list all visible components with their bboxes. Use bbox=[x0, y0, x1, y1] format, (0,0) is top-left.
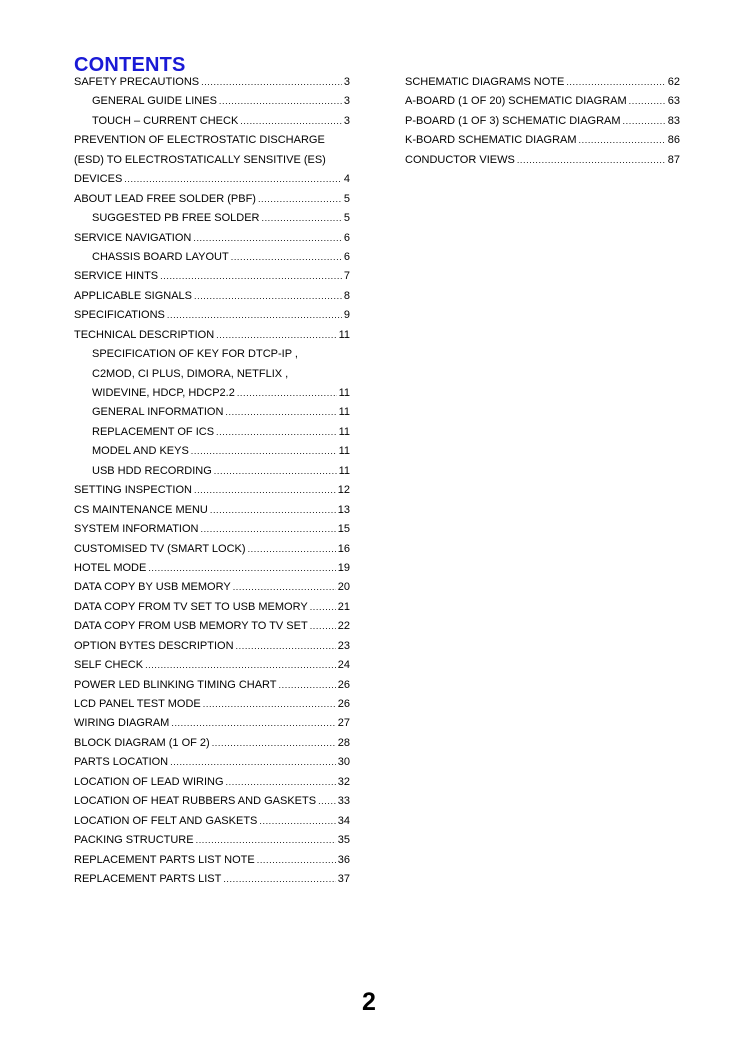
toc-entry-page: 6 bbox=[343, 250, 350, 263]
toc-entry bbox=[74, 365, 350, 384]
toc-entry-label: BLOCK DIAGRAM (1 OF 2) bbox=[74, 736, 210, 749]
toc-entry-page: 11 bbox=[338, 406, 350, 419]
toc-entry-label: CUSTOMISED TV (SMART LOCK) bbox=[74, 542, 246, 555]
toc-entry bbox=[74, 190, 350, 209]
toc-entry-page: 62 bbox=[667, 76, 680, 88]
toc-leader-dots bbox=[201, 73, 342, 92]
toc-entry bbox=[74, 792, 350, 811]
toc-entry bbox=[74, 734, 350, 753]
toc-entry-page: 19 bbox=[337, 561, 350, 574]
toc-leader-dots bbox=[223, 870, 335, 889]
toc-entry-page: 30 bbox=[337, 756, 350, 769]
toc-leader-dots bbox=[216, 423, 337, 442]
toc-leader-dots bbox=[200, 520, 335, 539]
toc-leader-dots bbox=[170, 753, 336, 772]
toc-entry-page: 24 bbox=[337, 659, 350, 672]
toc-entry-label: WIRING DIAGRAM bbox=[74, 717, 170, 730]
toc-entry bbox=[74, 170, 350, 189]
toc-entry-label: PACKING STRUCTURE bbox=[74, 834, 194, 847]
toc-leader-dots bbox=[629, 92, 666, 111]
toc-entry bbox=[74, 209, 350, 228]
toc-entry bbox=[74, 695, 350, 714]
toc-entry-page: 3 bbox=[343, 95, 350, 108]
toc-entry-label: MODEL AND KEYS bbox=[92, 445, 189, 458]
toc-leader-dots bbox=[279, 676, 336, 695]
toc-entry-page: 27 bbox=[337, 717, 350, 730]
toc-entry bbox=[74, 851, 350, 870]
toc-entry bbox=[405, 73, 680, 92]
toc-entry-label: (ESD) TO ELECTROSTATICALLY SENSITIVE (ES) bbox=[74, 153, 326, 166]
toc-entry-page: 83 bbox=[667, 114, 680, 127]
toc-right-column bbox=[405, 73, 680, 170]
toc-entry bbox=[74, 151, 350, 170]
toc-entry bbox=[74, 112, 350, 131]
toc-leader-dots bbox=[566, 73, 665, 92]
toc-entry bbox=[74, 326, 350, 345]
toc-entry-label: DATA COPY FROM USB MEMORY TO TV SET bbox=[74, 620, 308, 633]
toc-entry-page: 63 bbox=[667, 95, 680, 108]
toc-entry-label: USB HDD RECORDING bbox=[92, 464, 212, 477]
toc-entry-page: 11 bbox=[338, 425, 350, 438]
toc-leader-dots bbox=[148, 559, 335, 578]
toc-entry-page: 35 bbox=[337, 834, 350, 847]
toc-entry bbox=[405, 151, 680, 170]
toc-leader-dots bbox=[145, 656, 336, 675]
toc-entry bbox=[405, 112, 680, 131]
toc-entry-label: SERVICE HINTS bbox=[74, 270, 159, 283]
toc-leader-dots bbox=[160, 267, 342, 286]
toc-entry bbox=[74, 598, 350, 617]
toc-leader-dots bbox=[517, 151, 666, 170]
toc-leader-dots bbox=[124, 170, 342, 189]
toc-entry bbox=[74, 345, 350, 364]
toc-left-column bbox=[74, 73, 350, 889]
toc-leader-dots bbox=[214, 462, 337, 481]
toc-entry-label: SERVICE NAVIGATION bbox=[74, 231, 192, 244]
toc-entry-page: 16 bbox=[337, 542, 350, 555]
toc-entry-label: LCD PANEL TEST MODE bbox=[74, 698, 201, 710]
toc-entry-label: SUGGESTED PB FREE SOLDER bbox=[92, 212, 260, 225]
toc-entry bbox=[74, 287, 350, 306]
toc-entry-page: 3 bbox=[343, 76, 350, 88]
toc-entry-page: 5 bbox=[343, 192, 350, 205]
toc-entry bbox=[74, 831, 350, 850]
toc-leader-dots bbox=[261, 209, 341, 228]
toc-entry-label: PREVENTION OF ELECTROSTATIC DISCHARGE bbox=[74, 134, 325, 147]
toc-entry-page: 37 bbox=[337, 872, 350, 885]
toc-entry bbox=[74, 870, 350, 889]
toc-leader-dots bbox=[194, 481, 336, 500]
toc-entry-label: LOCATION OF LEAD WIRING bbox=[74, 775, 224, 788]
toc-entry-label: WIDEVINE, HDCP, HDCP2.2 bbox=[92, 387, 235, 399]
toc-entry-page: 32 bbox=[337, 775, 350, 788]
toc-entry bbox=[74, 540, 350, 559]
toc-entry-label: LOCATION OF FELT AND GASKETS bbox=[74, 814, 258, 827]
toc-entry-page: 26 bbox=[337, 698, 350, 710]
toc-entry-label: A-BOARD (1 OF 20) SCHEMATIC DIAGRAM bbox=[405, 95, 627, 108]
toc-entry bbox=[74, 714, 350, 733]
toc-leader-dots bbox=[196, 831, 336, 850]
toc-entry-page: 4 bbox=[343, 173, 350, 186]
toc-entry-page: 87 bbox=[667, 153, 680, 166]
toc-entry bbox=[74, 559, 350, 578]
toc-entry bbox=[74, 442, 350, 461]
toc-entry-label: C2MOD, CI PLUS, DIMORA, NETFLIX , bbox=[92, 367, 289, 380]
toc-entry-page: 23 bbox=[337, 639, 350, 652]
toc-entry-label: CHASSIS BOARD LAYOUT bbox=[92, 250, 229, 263]
toc-entry-label: SAFETY PRECAUTIONS bbox=[74, 76, 200, 88]
toc-leader-dots bbox=[203, 695, 336, 714]
toc-leader-dots bbox=[171, 714, 335, 733]
toc-leader-dots bbox=[210, 501, 336, 520]
toc-leader-dots bbox=[191, 442, 337, 461]
toc-leader-dots bbox=[237, 384, 337, 403]
toc-entry-label: TECHNICAL DESCRIPTION bbox=[74, 328, 215, 341]
toc-entry-label: HOTEL MODE bbox=[74, 561, 147, 574]
toc-entry-label: APPLICABLE SIGNALS bbox=[74, 289, 192, 302]
toc-entry-label: SETTING INSPECTION bbox=[74, 484, 192, 497]
toc-entry bbox=[74, 637, 350, 656]
toc-entry bbox=[74, 812, 350, 831]
toc-entry-page: 6 bbox=[343, 231, 350, 244]
toc-entry-label: CS MAINTENANCE MENU bbox=[74, 503, 208, 516]
page-number: 2 bbox=[362, 988, 376, 1016]
toc-entry bbox=[74, 229, 350, 248]
toc-entry-label: K-BOARD SCHEMATIC DIAGRAM bbox=[405, 134, 577, 147]
toc-entry bbox=[74, 617, 350, 636]
toc-leader-dots bbox=[216, 326, 336, 345]
toc-leader-dots bbox=[248, 540, 336, 559]
toc-entry-page: 86 bbox=[667, 134, 680, 147]
toc-entry-page: 12 bbox=[337, 484, 350, 497]
toc-entry-label: CONDUCTOR VIEWS bbox=[405, 153, 515, 166]
toc-entry bbox=[405, 131, 680, 150]
toc-entry-label: TOUCH – CURRENT CHECK bbox=[92, 114, 239, 127]
toc-entry bbox=[74, 656, 350, 675]
toc-entry-label: OPTION BYTES DESCRIPTION bbox=[74, 639, 234, 652]
toc-entry-label: SELF CHECK bbox=[74, 659, 144, 672]
toc-entry-page: 3 bbox=[343, 114, 350, 127]
toc-entry-label: REPLACEMENT OF ICS bbox=[92, 425, 215, 438]
toc-entry-label: REPLACEMENT PARTS LIST NOTE bbox=[74, 853, 255, 866]
toc-leader-dots bbox=[225, 403, 336, 422]
toc-entry-page: 26 bbox=[337, 678, 350, 691]
toc-leader-dots bbox=[318, 792, 336, 811]
toc-entry-page: 34 bbox=[337, 814, 350, 827]
toc-entry bbox=[74, 306, 350, 325]
toc-leader-dots bbox=[257, 851, 336, 870]
toc-entry bbox=[74, 73, 350, 92]
toc-entry-label: SPECIFICATIONS bbox=[74, 309, 165, 322]
toc-entry bbox=[74, 501, 350, 520]
toc-leader-dots bbox=[310, 617, 336, 636]
toc-entry-label: POWER LED BLINKING TIMING CHART bbox=[74, 678, 277, 691]
toc-entry bbox=[74, 676, 350, 695]
toc-leader-dots bbox=[623, 112, 666, 131]
toc-entry-label: LOCATION OF HEAT RUBBERS AND GASKETS bbox=[74, 795, 317, 808]
toc-leader-dots bbox=[240, 112, 342, 131]
toc-entry-label: P-BOARD (1 OF 3) SCHEMATIC DIAGRAM bbox=[405, 114, 621, 127]
toc-entry bbox=[74, 131, 350, 150]
toc-entry-page: 28 bbox=[337, 736, 350, 749]
toc-entry-label: SCHEMATIC DIAGRAMS NOTE bbox=[405, 76, 565, 88]
toc-entry-page: 9 bbox=[343, 309, 350, 322]
toc-leader-dots bbox=[259, 812, 335, 831]
toc-leader-dots bbox=[579, 131, 666, 150]
toc-entry-page: 13 bbox=[337, 503, 350, 516]
toc-entry-page: 11 bbox=[338, 464, 350, 477]
toc-entry bbox=[74, 267, 350, 286]
toc-entry-page: 8 bbox=[343, 289, 350, 302]
toc-leader-dots bbox=[258, 190, 342, 209]
toc-entry-page: 33 bbox=[337, 795, 350, 808]
toc-entry-page: 7 bbox=[343, 270, 350, 283]
toc-leader-dots bbox=[310, 598, 336, 617]
toc-entry-page: 20 bbox=[337, 581, 350, 594]
toc-entry-label: SPECIFICATION OF KEY FOR DTCP-IP , bbox=[92, 348, 298, 361]
toc-entry-label: GENERAL INFORMATION bbox=[92, 406, 224, 419]
toc-entry-page: 11 bbox=[338, 328, 350, 341]
toc-entry bbox=[405, 92, 680, 111]
toc-entry bbox=[74, 520, 350, 539]
toc-leader-dots bbox=[233, 578, 336, 597]
toc-entry bbox=[74, 384, 350, 403]
toc-entry-label: DATA COPY FROM TV SET TO USB MEMORY bbox=[74, 600, 308, 613]
toc-entry-label: ABOUT LEAD FREE SOLDER (PBF) bbox=[74, 192, 256, 205]
toc-entry bbox=[74, 773, 350, 792]
toc-entry-page: 21 bbox=[337, 600, 350, 613]
toc-leader-dots bbox=[231, 248, 342, 267]
contents-title: CONTENTS bbox=[74, 54, 186, 76]
toc-entry-page: 11 bbox=[338, 387, 350, 399]
toc-entry-label: DEVICES bbox=[74, 173, 123, 186]
toc-entry bbox=[74, 403, 350, 422]
toc-leader-dots bbox=[236, 637, 336, 656]
toc-entry bbox=[74, 578, 350, 597]
toc-entry bbox=[74, 753, 350, 772]
toc-entry-label: DATA COPY BY USB MEMORY bbox=[74, 581, 231, 594]
toc-leader-dots bbox=[212, 734, 336, 753]
toc-leader-dots bbox=[226, 773, 336, 792]
toc-entry bbox=[74, 92, 350, 111]
toc-entry-label: SYSTEM INFORMATION bbox=[74, 523, 199, 536]
toc-entry-label: REPLACEMENT PARTS LIST bbox=[74, 872, 222, 885]
toc-entry-label: PARTS LOCATION bbox=[74, 756, 169, 769]
toc-entry-page: 11 bbox=[338, 445, 350, 458]
toc-leader-dots bbox=[219, 92, 342, 111]
toc-entry-page: 5 bbox=[343, 212, 350, 225]
toc-leader-dots bbox=[193, 229, 342, 248]
toc-entry bbox=[74, 423, 350, 442]
toc-entry-page: 36 bbox=[337, 853, 350, 866]
toc-entry-page: 22 bbox=[337, 620, 350, 633]
toc-leader-dots bbox=[167, 306, 342, 325]
toc-entry-page: 15 bbox=[337, 523, 350, 536]
toc-leader-dots bbox=[194, 287, 342, 306]
toc-entry bbox=[74, 462, 350, 481]
toc-entry bbox=[74, 481, 350, 500]
toc-entry bbox=[74, 248, 350, 267]
toc-entry-label: GENERAL GUIDE LINES bbox=[92, 95, 217, 108]
